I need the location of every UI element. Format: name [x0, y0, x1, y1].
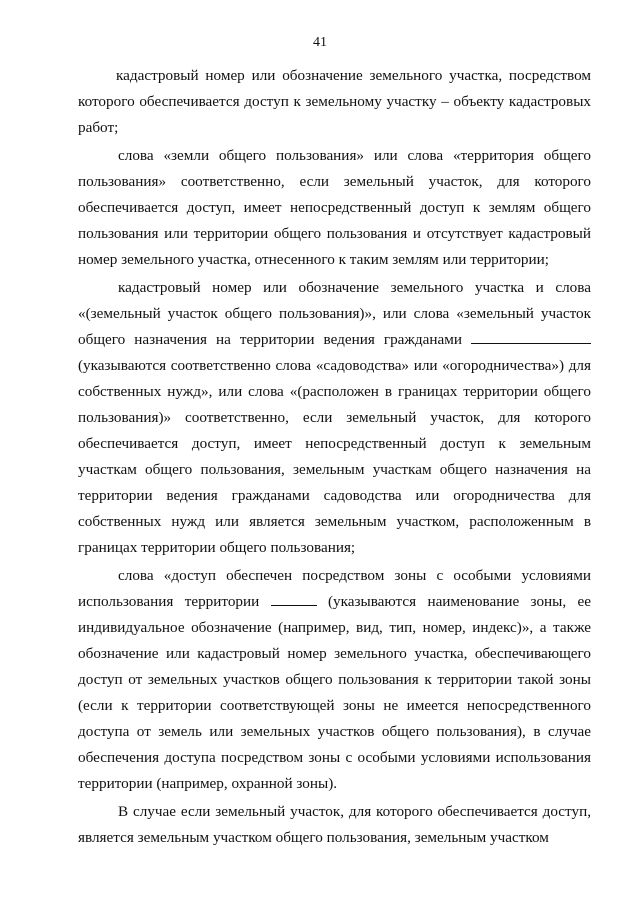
paragraph-special-zone-part2: (указываются наименование зоны, ее индивидуальное обозначение (например, вид, тип, номер, индекс)», а также обозначение или кадастровый номер земельного участка, обеспечивающего доступ от земельных участков общего пользования к территории такой зоны (если к территории соответствующей зоны не имеется непосредственного доступа от земель или земельных участков общего пользования), в случае обеспечения доступа посредством зоны с особыми условиями использования территории (например, охранной зоны).: [78, 593, 592, 792]
paragraph-special-zone: [78, 563, 591, 797]
paragraph-common-use-plot-part1: кадастровый номер или обозначение земельного участка и слова «(земельный участок общего пользования)», или слова «земельный участок общего назначения на территории ведения гражданами: [78, 279, 591, 348]
paragraph-case-common-use: В случае если земельный участок, для которого обеспечивается доступ, является земельным участком общего пользования, земельным участком: [78, 803, 591, 846]
blank-line: [471, 328, 591, 344]
paragraph-common-use-plot-part2: (указываются соответственно слова «садоводства» или «огородничества») для собственных нужд», или слова «(расположен в границах территории общего пользования)» соответственно, если земельный участок, для которого обеспечивается доступ, имеет непосредственный доступ к земельным участкам общего пользования, земельным участкам общего назначения на территории ведения гражданами садоводства или огородничества для собственных нужд или является земельным участком, расположенным в границах территории общего пользования;: [78, 357, 591, 556]
blank-line: [271, 590, 317, 606]
paragraph-common-use-plot: [78, 275, 591, 561]
paragraph-common-lands: слова «земли общего пользования» или слова «территория общего пользования» соответственно, если земельный участок, для которого обеспечивается доступ, имеет непосредственный доступ к землям общего пользования или территории общего пользования и отсутствует кадастровый номер земельного участка, отнесенного к таким землям или территории;: [78, 147, 591, 268]
page-number: 41: [313, 35, 327, 50]
paragraph-special-zone-part1: слова «доступ обеспечен посредством зоны с особыми условиями использования территории: [78, 567, 591, 610]
paragraph-cadastral-number: кадастровый номер или обозначение земельного участка, посредством которого обеспечивается доступ к земельному участку – объекту кадастровых работ;: [78, 67, 591, 136]
document-body: [78, 63, 591, 851]
